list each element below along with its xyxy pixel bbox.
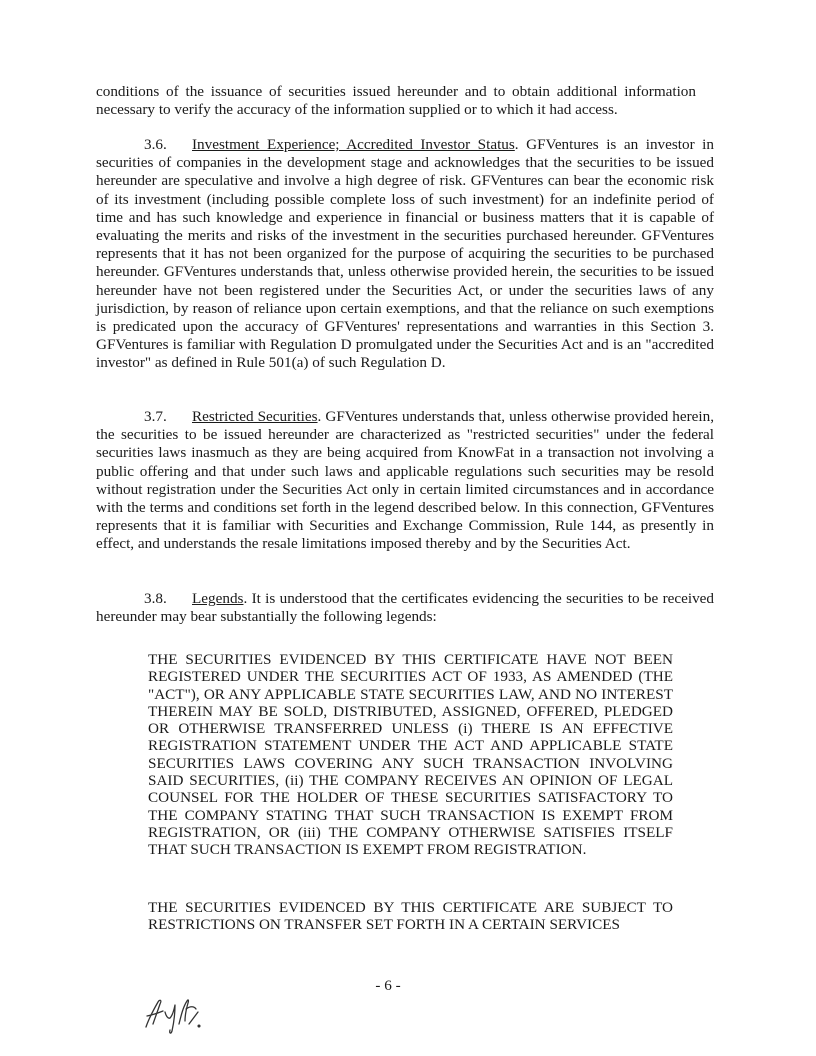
section-3-6 [96,136,714,373]
section-number: 3.6. [144,136,167,153]
section-body: . It is understood that the certificates evidencing the securities to be received hereunder may bear substantially the following legends: [96,590,714,626]
section-number: 3.8. [144,590,167,607]
section-body: . GFVentures understands that, unless otherwise provided herein, the securities to be issued hereunder are characterized as "restricted securities" under the federal securities laws inasmuch as they are being acquired from KnowFat in a transaction not involving a public offering and that under such laws and applicable regulations such securities may be resold without registration under the Securities Act only in certain limited circumstances and in accordance with the terms and conditions set forth in the legend described below. In this connection, GFVentures represents that it is familiar with Securities and Exchange Commission, Rule 144, as presently in effect, and understands the resale limitations imposed thereby and by the Securities Act. [96,408,715,553]
section-number: 3.7. [144,408,167,425]
section-heading: Investment Experience; Accredited Investor Status [192,136,515,153]
section-heading: Legends [192,590,244,607]
section-3-8 [96,590,714,626]
section-body: . GFVentures is an investor in securities of companies in the development stage and acknowledges that the securities to be issued hereunder are speculative and involve a high degree of risk. GFVentures can bear the economic risk of its investment (including possible complete loss of such investment) for an indefinite period of time and has such knowledge and experience in financial or business matters that it is capable of evaluating the merits and risks of the investment in the securities purchased hereunder. GFVentures represents that it has not been organized for the purpose of acquiring the securities to be purchased hereunder. GFVentures understands that, unless otherwise provided herein, the securities to be issued hereunder have not been registered under the Securities Act, or under the securities laws of any jurisdiction, by reason of reliance upon certain exemptions, and that the reliance on such exemptions is predicated upon the accuracy of GFVentures' representations and warranties in this Section 3. GFVentures is familiar with Regulation D promulgated under the Securities Act and is an "accredited investor" as defined in Rule 501(a) of such Regulation D. [96,136,714,372]
intro-paragraph: conditions of the issuance of securities issued hereunder and to obtain additional information necessary to verify the accuracy of the information supplied or to which it had access. [96,83,696,119]
page-number: - 6 - [375,977,401,994]
legend-block-2: THE SECURITIES EVIDENCED BY THIS CERTIFICATE ARE SUBJECT TO RESTRICTIONS ON TRANSFER SET FORTH IN A CERTAIN SERVICES [148,899,673,934]
handwritten-initials [141,994,209,1036]
section-heading: Restricted Securities [192,408,318,425]
legend-block-1: THE SECURITIES EVIDENCED BY THIS CERTIFICATE HAVE NOT BEEN REGISTERED UNDER THE SECURITIES ACT OF 1933, AS AMENDED (THE "ACT"), OR ANY APPLICABLE STATE SECURITIES LAW, AND NO INTEREST THEREIN MAY BE SOLD, DISTRIBUTED, ASSIGNED, OFFERED, PLEDGED OR OTHERWISE TRANSFERRED UNLESS (i) THERE IS AN EFFECTIVE REGISTRATION STATEMENT UNDER THE ACT AND APPLICABLE STATE SECURITIES LAWS COVERING ANY SUCH TRANSACTION INVOLVING SAID SECURITIES, (ii) THE COMPANY RECEIVES AN OPINION OF LEGAL COUNSEL FOR THE HOLDER OF THESE SECURITIES SATISFACTORY TO THE COMPANY STATING THAT SUCH TRANSACTION IS EXEMPT FROM REGISTRATION, OR (iii) THE COMPANY OTHERWISE SATISFIES ITSELF THAT SUCH TRANSACTION IS EXEMPT FROM REGISTRATION. [148,651,673,859]
section-3-7 [96,408,714,554]
